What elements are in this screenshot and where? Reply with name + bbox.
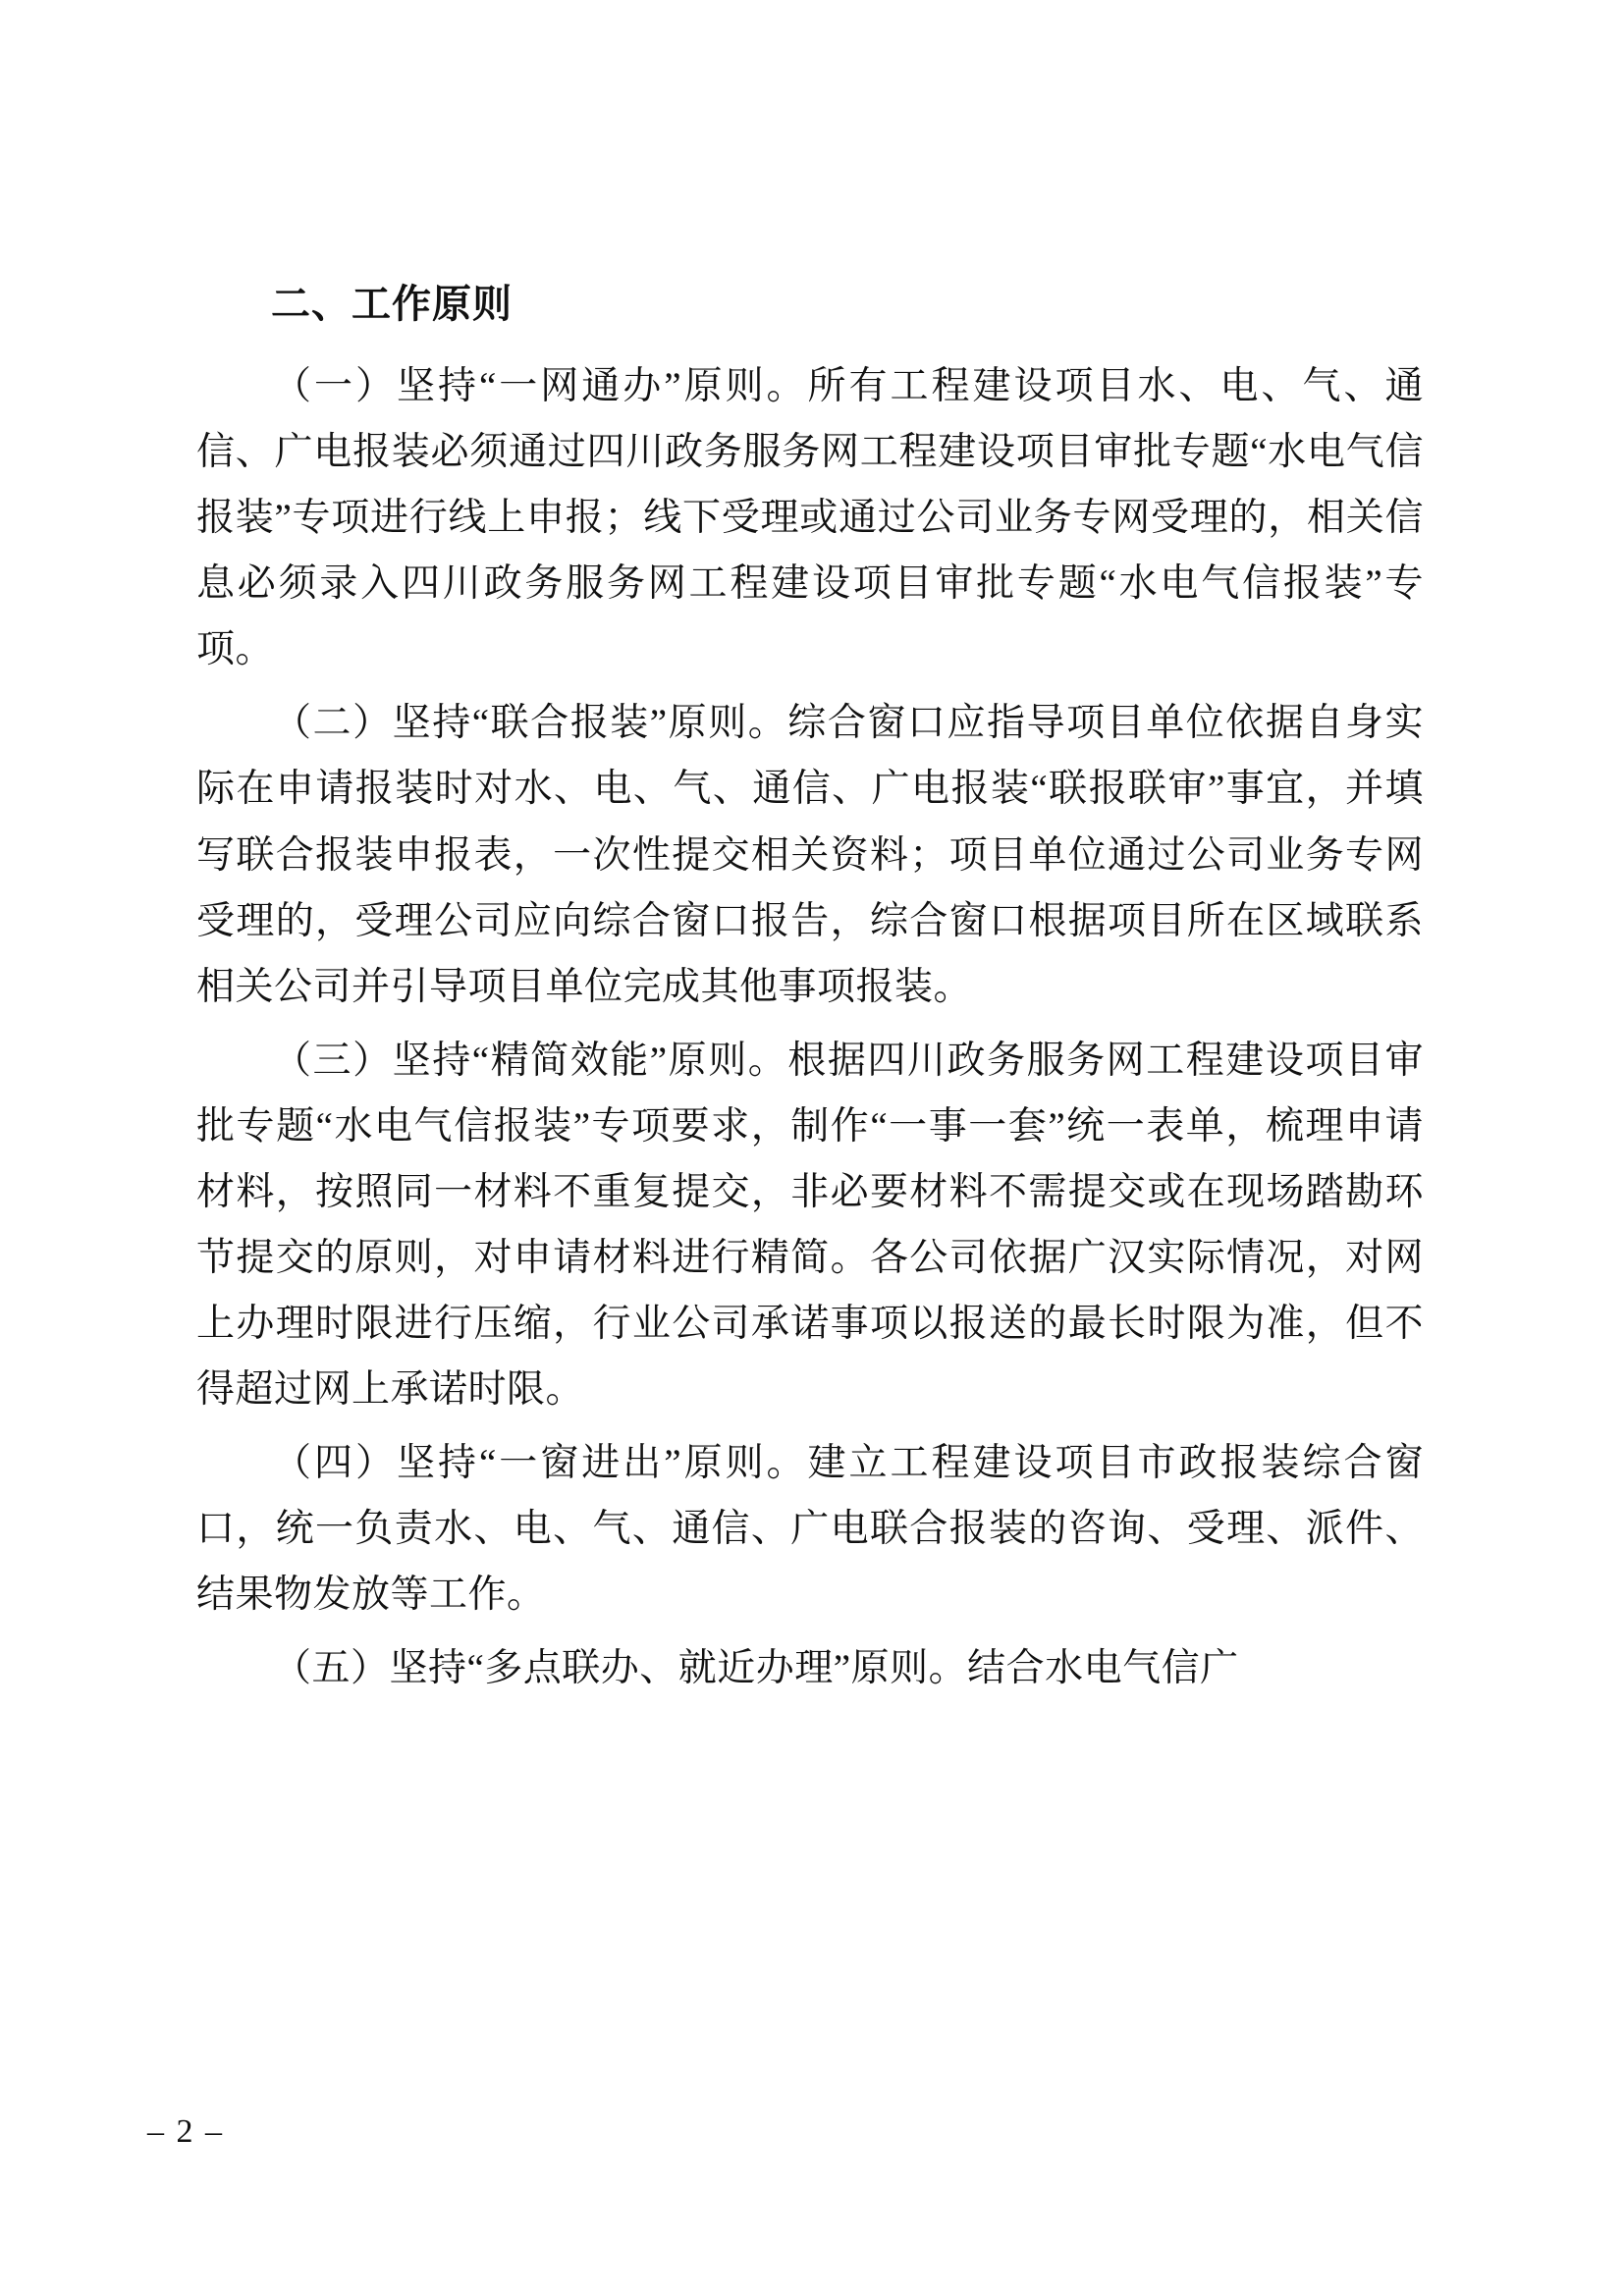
section-heading: 二、工作原则 [271, 282, 513, 327]
page-number: – 2 – [147, 2113, 224, 2150]
paragraph-one: （一）坚持“一网通办”原则。所有工程建设项目水、电、气、通信、广电报装必须通过四川政务服务网工程建设项目审批专题“水电气信报装”专项进行线上申报；线下受理或通过公司业务专网受理的，相关信息必须录入四川政务服务网工程建设项目审批专题“水电气信报装”专项。 [196, 365, 1424, 671]
paragraph-two: （二）坚持“联合报装”原则。综合窗口应指导项目单位依据自身实际在申请报装时对水、电、气、通信、广电报装“联报联审”事宜，并填写联合报装申报表，一次性提交相关资料；项目单位通过公司业务专网受理的，受理公司应向综合窗口报告，综合窗口根据项目所在区域联系相关公司并引导项目单位完成其他事项报装。 [196, 702, 1424, 1008]
paragraph-four: （四）坚持“一窗进出”原则。建立工程建设项目市政报装综合窗口，统一负责水、电、气、通信、广电联合报装的咨询、受理、派件、结果物发放等工作。 [196, 1442, 1424, 1617]
paragraph-three: （三）坚持“精简效能”原则。根据四川政务服务网工程建设项目审批专题“水电气信报装”专项要求，制作“一事一套”统一表单，梳理申请材料，按照同一材料不重复提交，非必要材料不需提交或在现场踏勘环节提交的原则，对申请材料进行精简。各公司依据广汉实际情况，对网上办理时限进行压缩，行业公司承诺事项以报送的最长时限为准，但不得超过网上承诺时限。 [196, 1039, 1424, 1412]
document-body [196, 275, 1424, 1702]
paragraph-five: （五）坚持“多点联办、就近办理”原则。结合水电气信广 [273, 1647, 1239, 1690]
